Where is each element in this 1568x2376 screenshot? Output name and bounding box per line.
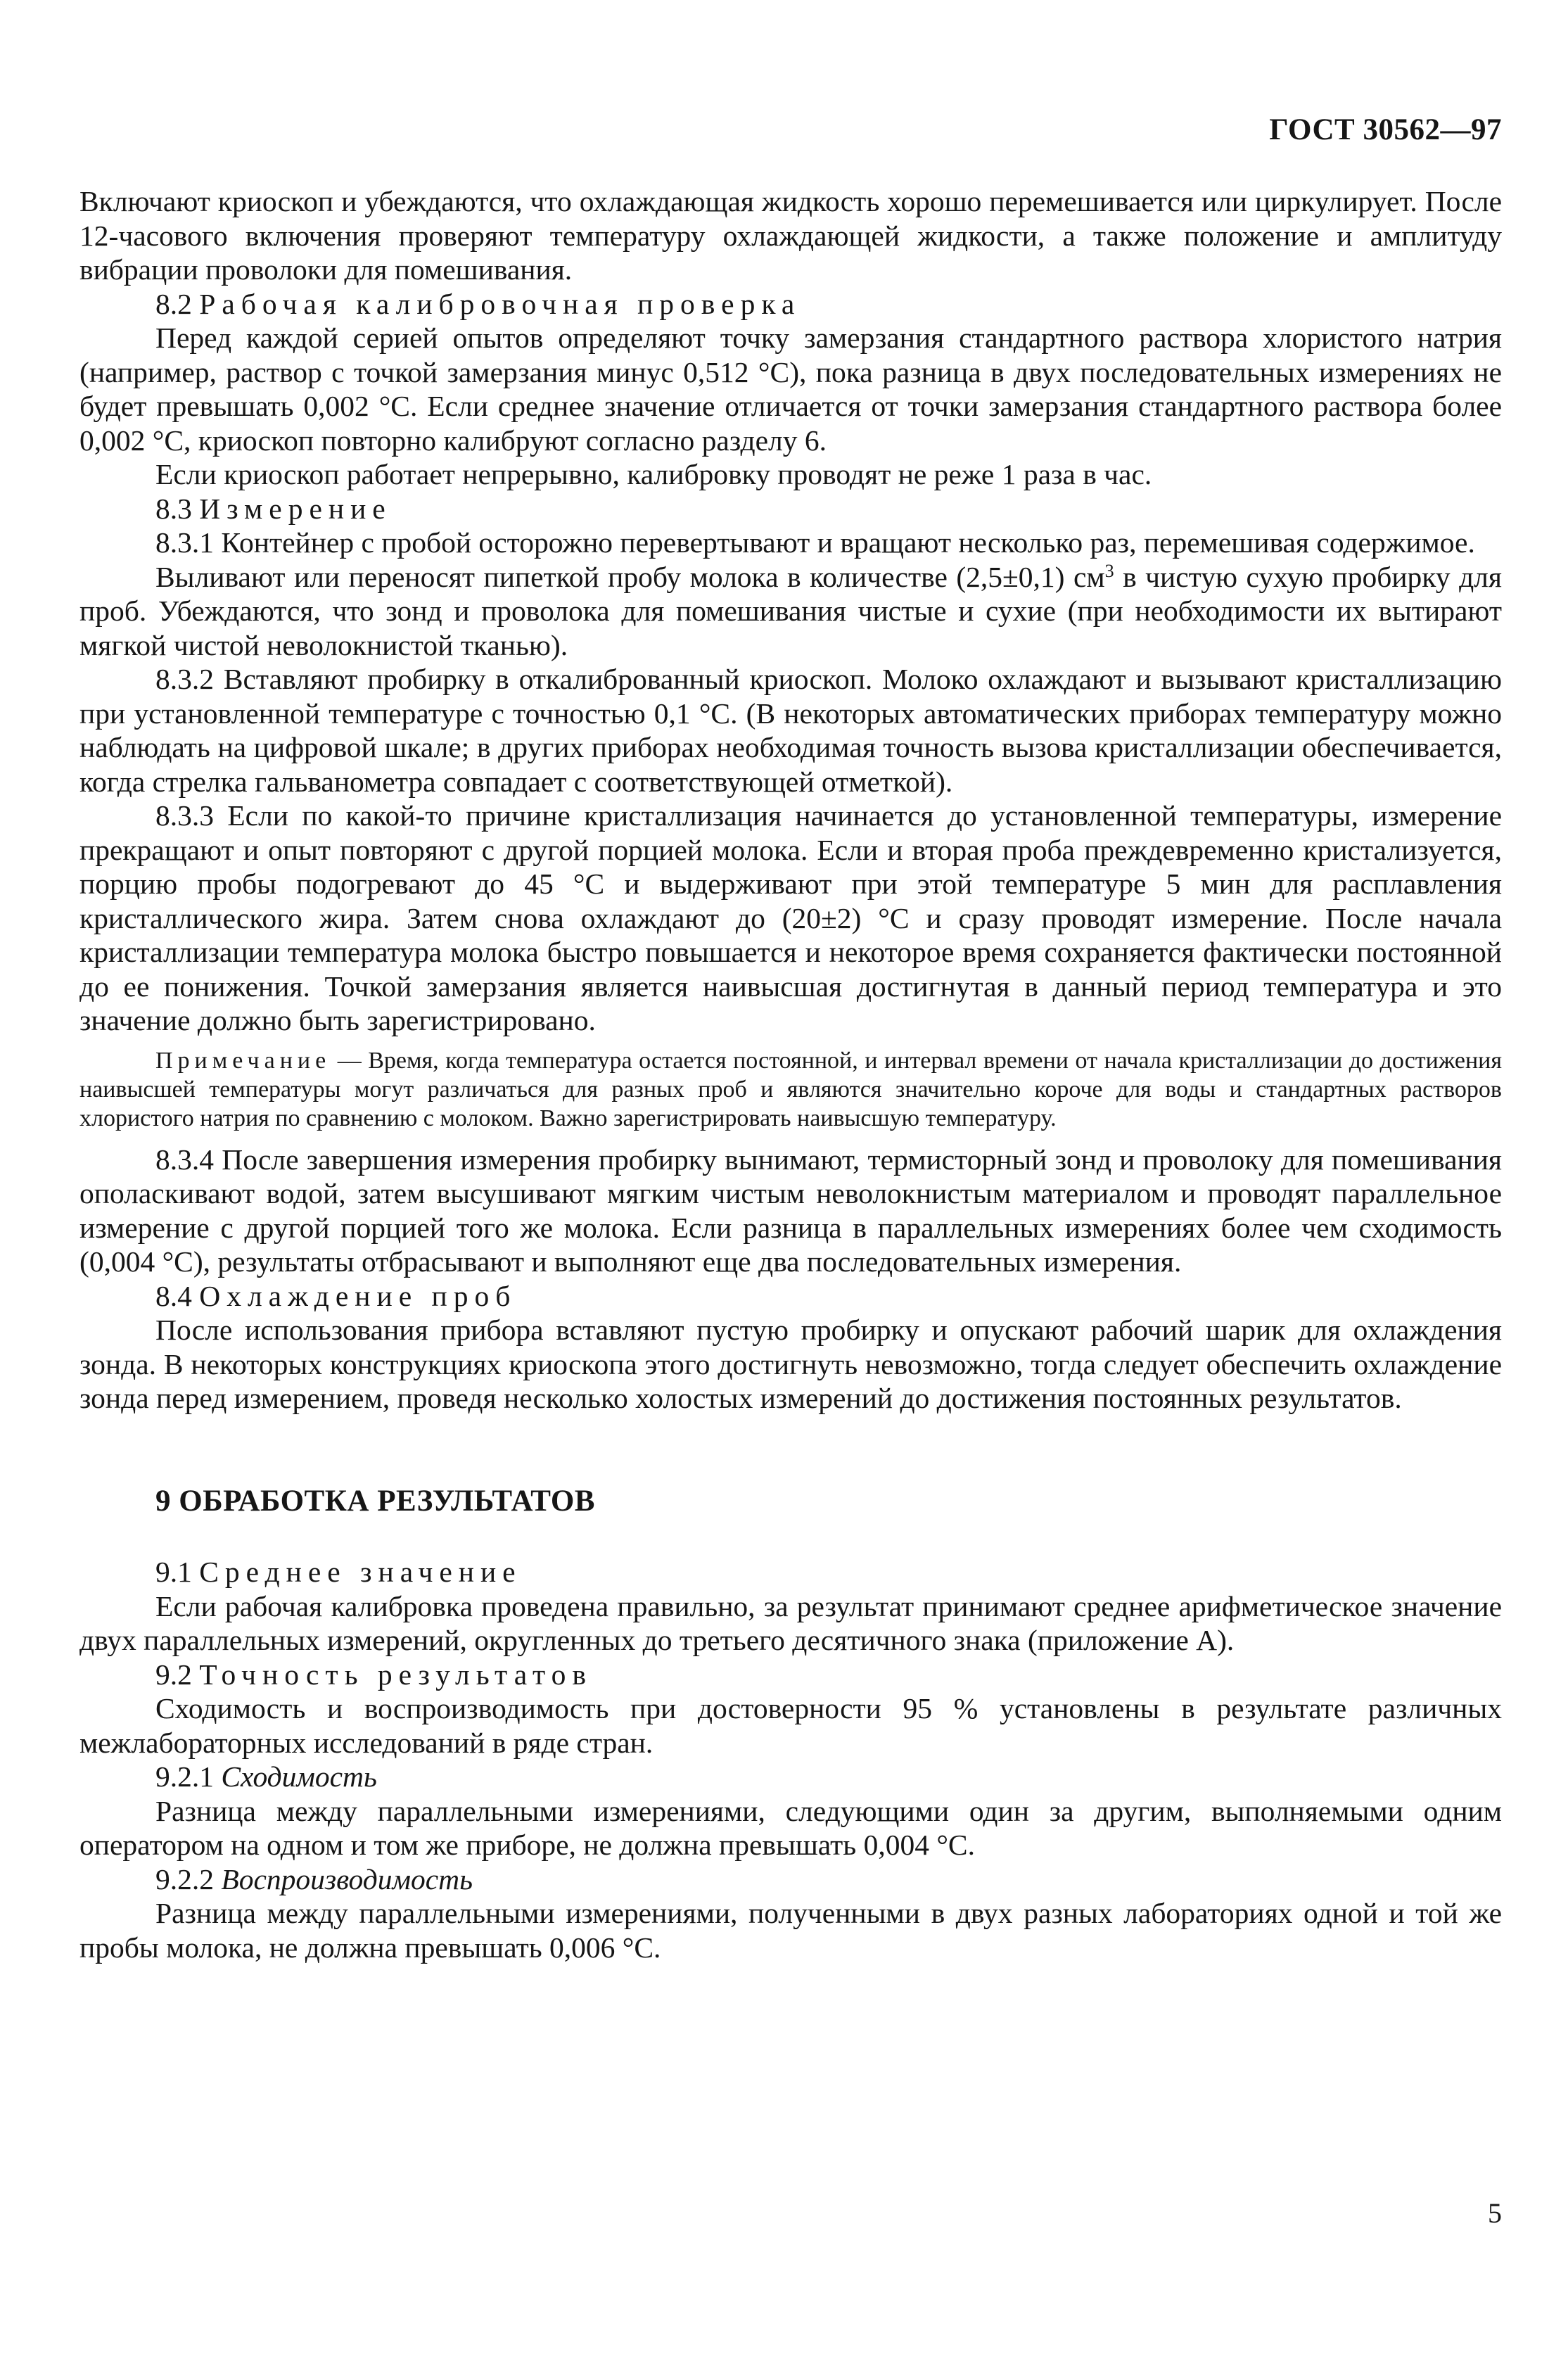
section-title: Сходимость xyxy=(221,1760,377,1793)
section-9-title: 9 ОБРАБОТКА РЕЗУЛЬТАТОВ xyxy=(155,1484,595,1518)
note-text: — Время, когда температура остается постоянной, и интервал времени от начала кристаллизации до достижения наивысшей температуры могут различаться для разных проб и являются значительно короче для воды и стандартных растворов хлористого натрия по сравнению с молоком. Важно зарегистрировать наивысшую температуру. xyxy=(79,1047,1502,1131)
section-number: 8.4 xyxy=(155,1279,192,1312)
section-number: 9.2.1 xyxy=(155,1760,214,1793)
note-paragraph xyxy=(79,1046,1502,1133)
section-9-2-1-heading xyxy=(79,1760,1502,1794)
section-title: Воспроизводимость xyxy=(221,1862,473,1895)
section-title: Среднее значение xyxy=(199,1556,522,1588)
section-9-2-2-paragraph: Разница между параллельными измерениями, полученными в двух разных лабораториях одной и той же пробы молока, не должна превышать 0,006 °С. xyxy=(79,1897,1502,1964)
section-title: Охлаждение проб xyxy=(199,1279,517,1312)
section-number: 9.1 xyxy=(155,1556,192,1588)
section-number: 8.3 xyxy=(155,492,192,525)
section-number: 9.2.2 xyxy=(155,1862,214,1895)
section-number: 9.2 xyxy=(155,1658,192,1691)
pour-sample-paragraph xyxy=(79,560,1502,663)
section-title: Точность результатов xyxy=(199,1658,592,1691)
pour-text-before: Выливают или переносят пипеткой пробу молока в количестве (2,5±0,1) см xyxy=(155,560,1105,593)
section-8-3-1-paragraph: 8.3.1 Контейнер с пробой осторожно перевертывают и вращают несколько раз, перемешивая содержимое. xyxy=(155,526,1475,559)
section-9-2-1-paragraph: Разница между параллельными измерениями, следующими один за другим, выполняемыми одним оператором на одном и том же приборе, не должна превышать 0,004 °С. xyxy=(79,1794,1502,1861)
section-8-2-paragraph-2: Если криоскоп работает непрерывно, калибровку проводят не реже 1 раза в час. xyxy=(155,458,1152,490)
document-header: ГОСТ 30562—97 xyxy=(1269,113,1502,146)
section-9-1-paragraph: Если рабочая калибровка проведена правильно, за результат принимают среднее арифметическое значение двух параллельных измерений, округленных до третьего десятичного знака (приложение А). xyxy=(79,1589,1502,1656)
section-9-1-heading xyxy=(79,1555,1502,1589)
section-8-3-heading xyxy=(79,492,1502,526)
page-number: 5 xyxy=(1488,2197,1502,2229)
section-8-4-paragraph: После использования прибора вставляют пустую пробирку и опускают рабочий шарик для охлаждения зонда. В некоторых конструкциях криоскопа этого достигнуть невозможно, тогда следует обеспечить охлаждение зонда перед измерением, проведя несколько холостых измерений до достижения постоянных результатов. xyxy=(79,1314,1502,1414)
section-9-2-paragraph: Сходимость и воспроизводимость при достоверности 95 % установлены в результате различных межлабораторных исследований в ряде стран. xyxy=(79,1692,1502,1759)
section-8-2-heading xyxy=(79,287,1502,322)
cube-superscript: 3 xyxy=(1104,560,1114,581)
note-label: Примечание xyxy=(155,1047,331,1074)
section-title: Измерение xyxy=(199,492,392,525)
section-title: Рабочая калибровочная проверка xyxy=(199,287,801,320)
section-8-3-2-paragraph: 8.3.2 Вставляют пробирку в откалиброванный криоскоп. Молоко охлаждают и вызывают кристаллизацию при установленной температуре с точностью 0,1 °С. (В некоторых автоматических приборах температуру можно наблюдать на цифровой шкале; в других приборах необходимая точность вызова кристаллизации обеспечивается, когда стрелка гальванометра совпадает с соответствующей отметкой). xyxy=(79,663,1502,798)
section-9-2-2-heading xyxy=(79,1862,1502,1897)
document-page xyxy=(79,0,1502,2376)
intro-paragraph: Включают криоскоп и убеждаются, что охлаждающая жидкость хорошо перемешивается или циркулирует. После 12-часового включения проверяют температуру охлаждающей жидкости, а также положение и амплитуду вибрации проволоки для помешивания. xyxy=(79,185,1502,286)
section-8-2-paragraph-1: Перед каждой серией опытов определяют точку замерзания стандартного раствора хлористого натрия (например, раствор с точкой замерзания минус 0,512 °С), пока разница в двух последовательных измерениях не будет превышать 0,002 °С. Если среднее значение отличается от точки замерзания стандартного раствора более 0,002 °С, криоскоп повторно калибруют согласно разделу 6. xyxy=(79,322,1502,457)
section-9-2-heading xyxy=(79,1658,1502,1692)
document-body xyxy=(79,184,1502,1964)
section-8-3-3-paragraph: 8.3.3 Если по какой-то причине кристаллизация начинается до установленной температуры, измерение прекращают и опыт повторяют с другой порцией молока. Если и вторая проба преждевременно кристализуется, порцию пробы подогревают до 45 °С и выдерживают при этой температуре 5 мин для расплавления кристаллического жира. Затем снова охлаждают до (20±2) °С и сразу проводят измерение. После начала кристаллизации температура молока быстро повышается и некоторое время сохраняется фактически постоянной до ее понижения. Точкой замерзания является наивысшая достигнутая в данный период температура и это значение должно быть зарегистрировано. xyxy=(79,799,1502,1036)
pour-text-after: в чистую сухую пробирку для проб. Убеждаются, что зонд и проволока для помешивания чистые и сухие (при необходимости их вытирают мягкой чистой неволокнистой тканью). xyxy=(79,560,1502,661)
section-8-4-heading xyxy=(79,1279,1502,1314)
section-8-3-4-paragraph: 8.3.4 После завершения измерения пробирку вынимают, термисторный зонд и проволоку для помешивания ополаскивают водой, затем высушивают мягким чистым неволокнистым материалом и проводят параллельное измерение с другой порцией того же молока. Если разница в параллельных измерениях более чем сходимость (0,004 °С), результаты отбрасывают и выполняют еще два последовательных измерения. xyxy=(79,1143,1502,1278)
section-number: 8.2 xyxy=(155,287,192,320)
